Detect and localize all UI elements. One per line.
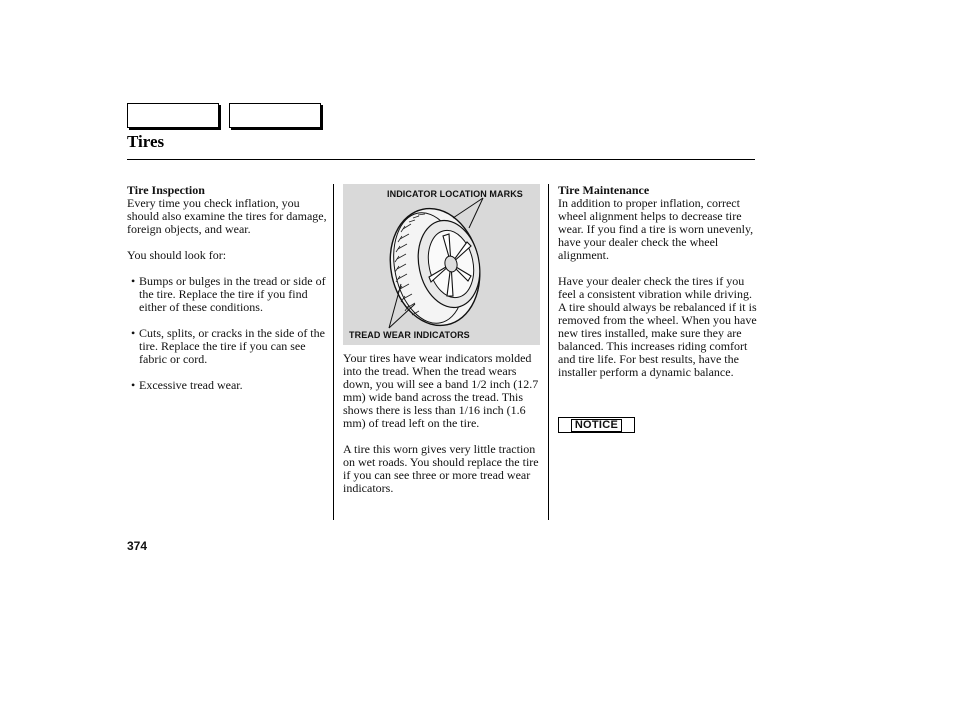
section-tab-box-2: [229, 103, 321, 128]
tire-inspection-heading: Tire Inspection: [127, 183, 205, 197]
list-item: • Excessive tread wear.: [127, 379, 327, 392]
column-divider-2: [548, 184, 549, 520]
left-column: [127, 184, 327, 405]
worn-tire-paragraph: A tire this worn gives very little traction on wet roads. You should replace the tire if you can see three or more tread wear indicators.: [343, 442, 539, 495]
tire-maintenance-heading: Tire Maintenance: [558, 183, 650, 197]
notice-badge: [558, 417, 635, 433]
notice-label: NOTICE: [571, 419, 622, 432]
alignment-paragraph: In addition to proper inflation, correct wheel alignment helps to decrease tire wear. If you find a tire is worn unevenly, have your dealer check the wheel alignment.: [558, 196, 754, 262]
right-column: [558, 184, 758, 392]
page-title: Tires: [127, 132, 165, 151]
tire-inspection-intro: Every time you check inflation, you should also examine the tires for damage, foreign objects, and wear.: [127, 196, 327, 236]
tire-illustration: [343, 184, 540, 345]
title-divider: [127, 159, 755, 160]
balance-paragraph: Have your dealer check the tires if you feel a consistent vibration while driving. A tire should always be rebalanced if it is removed from the wheel. When you have new tires installed, make sure they are balanced. This increases riding comfort and tire life. For best results, have the installer perform a dynamic balance.: [558, 274, 757, 379]
list-item: • Bumps or bulges in the tread or side of the tire. Replace the tire if you find either of these conditions.: [127, 275, 327, 314]
indicator-location-label: INDICATOR LOCATION MARKS: [387, 189, 523, 199]
look-for-text: You should look for:: [127, 248, 227, 262]
tire-drawing: [343, 184, 540, 345]
list-item: • Cuts, splits, or cracks in the side of the tire. Replace the tire if you can see fabric or cord.: [127, 327, 327, 366]
page-number: 374: [127, 539, 148, 553]
wear-indicator-paragraph: Your tires have wear indicators molded into the tread. When the tread wears down, you will see a band 1/2 inch (12.7 mm) wide band across the tread. This shows there is less than 1/16 inch (1.6 mm) of tread left on the tire.: [343, 351, 539, 430]
section-tab-box-1: [127, 103, 219, 128]
tread-wear-indicators-label: TREAD WEAR INDICATORS: [349, 330, 470, 340]
inspection-list: [127, 275, 327, 392]
middle-column: [343, 352, 541, 508]
column-divider-1: [333, 184, 334, 520]
